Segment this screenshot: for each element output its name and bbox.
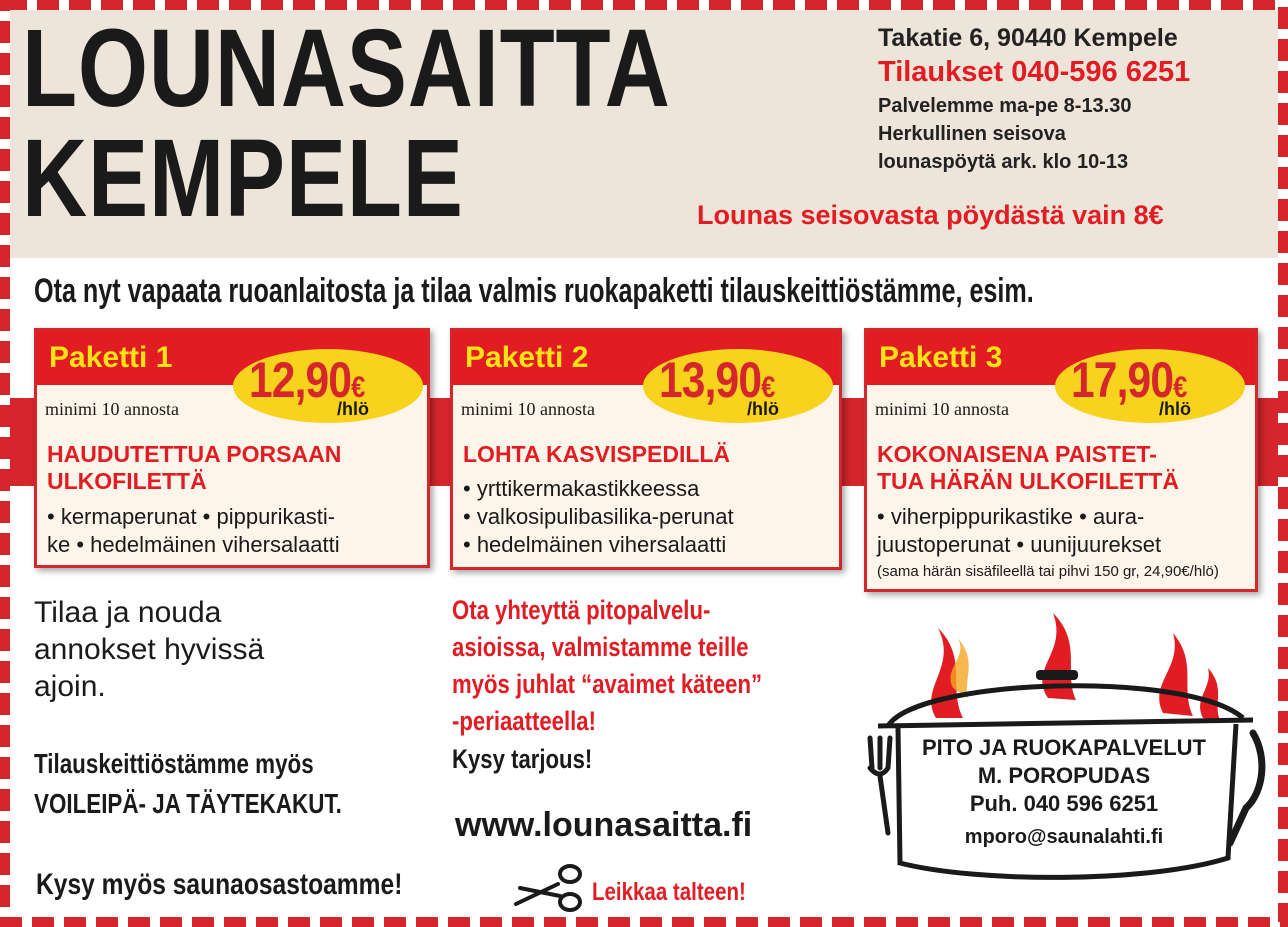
sauna-text: Kysy myös saunaosastoamme!: [36, 868, 403, 901]
logo-email[interactable]: mporo@saunalahti.fi: [964, 826, 1164, 848]
minimum-order: minimi 10 annosta: [461, 399, 595, 419]
price-unit: /hlö: [1159, 399, 1191, 419]
price-value: 17,90€: [1071, 352, 1187, 408]
dish-note: (sama härän sisäfileellä tai pihvi 150 gr, 24,90€/hlö): [877, 563, 1219, 580]
price-unit: /hlö: [337, 399, 369, 419]
restaurant-location: KEMPELE: [22, 117, 464, 240]
opening-hours: [878, 92, 1248, 176]
price-badge: [643, 349, 833, 423]
package-name: Paketti 2: [465, 341, 589, 374]
logo-line1: PITO JA RUOKAPALVELUT: [922, 735, 1206, 760]
minimum-order: minimi 10 annosta: [45, 399, 179, 419]
package-card-2: [450, 328, 842, 570]
dish-title: LOHTA KASVISPEDILLÄ: [463, 441, 731, 467]
dish-items: • kermaperunat • pippurikasti- ke • hedelmäinen vihersalaatti: [47, 504, 340, 557]
minimum-order: minimi 10 annosta: [875, 399, 1009, 419]
orders-phone: Tilaukset 040-596 6251: [878, 56, 1191, 88]
buffet-line1: Herkullinen seisova: [878, 123, 1066, 145]
catering-text: Ota yhteyttä pitopalvelu- asioissa, valmistamme teille myös juhlat “avaimet käteen” -periaatteella!: [452, 595, 763, 736]
intro-text: Ota nyt vapaata ruoanlaitosta ja tilaa valmis ruokapaketti tilauskeittiöstämme, esim.: [34, 272, 1034, 310]
dish-title: KOKONAISENA PAISTET- TUA HÄRÄN ULKOFILETTÄ: [877, 441, 1179, 494]
order-advice: Tilaa ja nouda annokset hyvissä ajoin.: [34, 596, 265, 703]
address: Takatie 6, 90440 Kempele: [878, 24, 1178, 52]
price-value: 13,90€: [659, 352, 775, 408]
cakes-text: Tilauskeittiöstämme myös VOILEIPÄ- JA TÄYTEKAKUT.: [34, 748, 342, 819]
logo-line2: M. POROPUDAS: [977, 763, 1151, 788]
package-name: Paketti 3: [879, 341, 1003, 374]
scissors-icon: [512, 862, 584, 914]
price-value: 12,90€: [249, 352, 365, 408]
ask-offer: Kysy tarjous!: [452, 744, 593, 774]
restaurant-name: LOUNASAITTA: [22, 7, 671, 130]
price-badge: [233, 349, 423, 423]
buffet-line2: lounaspöytä ark. klo 10-13: [878, 151, 1129, 173]
hours-line: Palvelemme ma-pe 8-13.30: [878, 95, 1132, 117]
package-card-1: [34, 328, 430, 568]
dish-items: • viherpippurikastike • aura- juustoperunat • uunijuurekset: [877, 504, 1162, 557]
catering-logo-text: [872, 734, 1256, 852]
cut-out-label: Leikkaa talteen!: [592, 878, 746, 906]
package-name: Paketti 1: [49, 341, 173, 374]
dish-title: HAUDUTETTUA PORSAAN ULKOFILETTÄ: [47, 441, 342, 494]
price-badge: [1055, 349, 1245, 423]
logo-phone: Puh. 040 596 6251: [969, 791, 1159, 816]
package-card-3: [864, 328, 1258, 592]
price-unit: /hlö: [747, 399, 779, 419]
buffet-price: Lounas seisovasta pöydästä vain 8€: [697, 200, 1164, 230]
dish-items: • yrttikermakastikkeessa • valkosipulibasilika-perunat • hedelmäinen vihersalaatti: [463, 476, 734, 557]
website-link[interactable]: www.lounasaitta.fi: [455, 806, 753, 844]
